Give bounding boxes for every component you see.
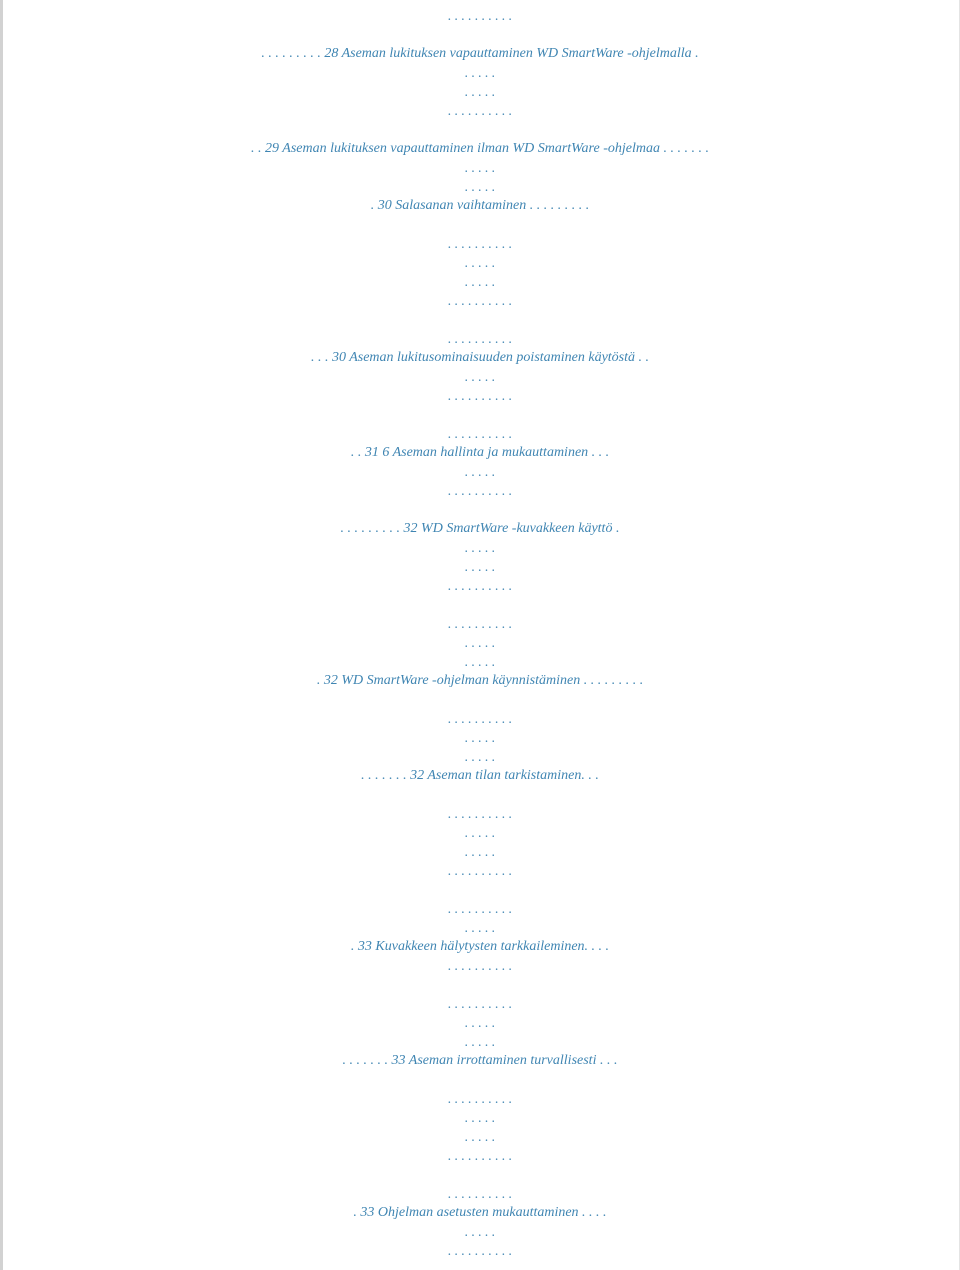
toc-dot-leader: . . . . . [464, 825, 496, 840]
toc-dot-leader: . . . . . . . . . . [447, 1186, 513, 1201]
toc-dot-leader: . . . . . . . . . . [447, 863, 513, 878]
toc-dot-leader: . . . . . . . . . . [447, 236, 513, 251]
toc-dot-leader: . . . . . [464, 1034, 496, 1049]
toc-dot-leader: . . . . . [464, 635, 496, 650]
toc-dot-leader: . . . . . . . . . . [447, 806, 513, 821]
toc-dot-leader: . . . . . [464, 255, 496, 270]
toc-dot-leader: . . . . . . . . . . [447, 1148, 513, 1163]
toc-entry[interactable]: . . . . . . . . . 28 Aseman lukituksen vapauttaminen WD SmartWare -ohjelmalla . [261, 46, 699, 61]
toc-gap [0, 880, 960, 899]
toc-dot-leader: . . . . . [464, 730, 496, 745]
toc-gap [0, 500, 960, 519]
toc-gap [0, 215, 960, 234]
toc-dot-leader: . . . . . [464, 274, 496, 289]
toc-dot-leader: . . . . . [464, 84, 496, 99]
toc-dot-leader: . . . . . [464, 559, 496, 574]
table-of-contents [0, 6, 960, 1260]
toc-gap [0, 1165, 960, 1184]
toc-gap [0, 595, 960, 614]
toc-dot-leader: . . . . . [464, 1224, 496, 1239]
toc-dot-leader: . . . . . . . . . . [447, 293, 513, 308]
toc-dot-leader: . . . . . . . . . . [447, 426, 513, 441]
toc-entry[interactable]: . . . 30 Aseman lukitusominaisuuden poistaminen käytöstä . . [310, 350, 650, 365]
toc-gap [0, 785, 960, 804]
toc-dot-leader: . . . . . . . . . . [447, 901, 513, 916]
toc-dot-leader: . . . . . [464, 1015, 496, 1030]
toc-gap [0, 690, 960, 709]
toc-dot-leader: . . . . . [464, 179, 496, 194]
toc-gap [0, 405, 960, 424]
toc-dot-leader: . . . . . [464, 1129, 496, 1144]
toc-gap [0, 310, 960, 329]
toc-entry[interactable]: . 32 WD SmartWare -ohjelman käynnistäminen . . . . . . . . . [316, 673, 644, 688]
toc-dot-leader: . . . . . . . . . . [447, 483, 513, 498]
toc-dot-leader: . . . . . . . . . . [447, 616, 513, 631]
toc-dot-leader: . . . . . . . . . . [447, 996, 513, 1011]
toc-dot-leader: . . . . . [464, 464, 496, 479]
toc-gap [0, 25, 960, 44]
toc-dot-leader: . . . . . . . . . . [447, 8, 513, 23]
toc-dot-leader: . . . . . [464, 540, 496, 555]
toc-dot-leader: . . . . . . . . . . [447, 958, 513, 973]
toc-entry[interactable]: . . 31 6 Aseman hallinta ja mukauttaminen . . . [350, 445, 610, 460]
toc-dot-leader: . . . . . [464, 160, 496, 175]
toc-entry[interactable]: . . 29 Aseman lukituksen vapauttaminen ilman WD SmartWare -ohjelmaa . . . . . . . [251, 141, 709, 156]
toc-entry[interactable]: . . . . . . . 33 Aseman irrottaminen turvallisesti . . . [342, 1053, 618, 1068]
toc-dot-leader: . . . . . [464, 920, 496, 935]
toc-dot-leader: . . . . . . . . . . [447, 578, 513, 593]
toc-dot-leader: . . . . . [464, 844, 496, 859]
toc-entry[interactable]: . 33 Kuvakkeen hälytysten tarkkaileminen. . . . [350, 939, 610, 954]
toc-dot-leader: . . . . . . . . . . [447, 1243, 513, 1258]
toc-entry[interactable]: . . . . . . . 32 Aseman tilan tarkistaminen. . . [361, 768, 599, 783]
toc-entry[interactable]: . . . . . . . . . 32 WD SmartWare -kuvakkeen käyttö . [340, 521, 620, 536]
toc-dot-leader: . . . . . . . . . . [447, 388, 513, 403]
toc-gap [0, 120, 960, 139]
toc-gap [0, 1070, 960, 1089]
toc-gap [0, 975, 960, 994]
toc-dot-leader: . . . . . [464, 654, 496, 669]
toc-dot-leader: . . . . . [464, 1110, 496, 1125]
toc-dot-leader: . . . . . [464, 369, 496, 384]
toc-entry[interactable]: . 30 Salasanan vaihtaminen . . . . . . . . . [370, 198, 590, 213]
toc-dot-leader: . . . . . [464, 749, 496, 764]
toc-dot-leader: . . . . . . . . . . [447, 331, 513, 346]
toc-dot-leader: . . . . . . . . . . [447, 103, 513, 118]
toc-dot-leader: . . . . . [464, 65, 496, 80]
toc-dot-leader: . . . . . . . . . . [447, 1091, 513, 1106]
toc-dot-leader: . . . . . . . . . . [447, 711, 513, 726]
toc-entry[interactable]: . 33 Ohjelman asetusten mukauttaminen . . . . [353, 1205, 607, 1220]
